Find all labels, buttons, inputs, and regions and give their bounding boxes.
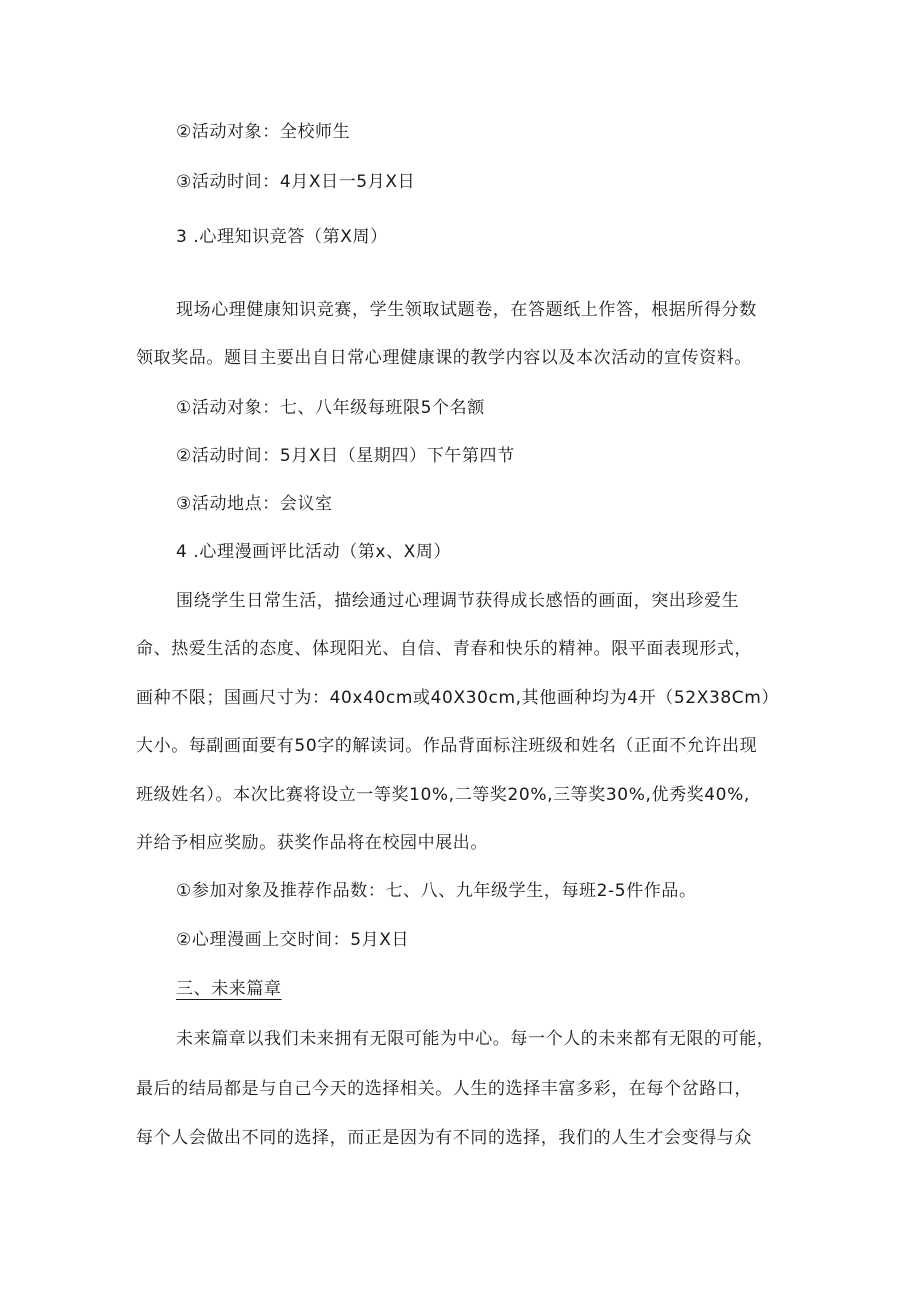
paragraph-line: 画种不限；国画尺寸为：40x40cm或40X30cm,其他画种均为4开（52X38Cm） xyxy=(136,688,780,708)
paragraph-line: 大小。每副画面要有50字的解读词。作品背面标注班级和姓名（正面不允许出现 xyxy=(136,736,758,756)
quiz-target-line: ①活动对象：七、八年级每班限5个名额 xyxy=(176,398,485,418)
quiz-time-line: ②活动时间：5月X日（星期四）下午第四节 xyxy=(176,446,515,466)
paragraph-line: 围绕学生日常生活，描绘通过心理调节获得成长感悟的画面，突出珍爱生 xyxy=(176,591,740,611)
paragraph-line: 每个人会做出不同的选择，而正是因为有不同的选择，我们的人生才会变得与众 xyxy=(136,1128,752,1148)
paragraph-line: 现场心理健康知识竞赛，学生领取试题卷，在答题纸上作答，根据所得分数 xyxy=(176,300,757,320)
paragraph-line: 班级姓名）。本次比赛将设立一等奖10%,二等奖20%,三等奖30%,优秀奖40%, xyxy=(136,785,750,805)
activity-target-line: ②活动对象：全校师生 xyxy=(176,122,351,142)
quiz-location-line: ③活动地点：会议室 xyxy=(176,494,333,514)
section-heading-knowledge-quiz: 3 .心理知识竞答（第X周） xyxy=(176,227,388,247)
chapter-heading-future: 三、未来篇章 xyxy=(176,979,282,999)
paragraph-line: 最后的结局都是与自己今天的选择相关。人生的选择丰富多彩，在每个岔路口， xyxy=(136,1079,752,1099)
comic-participants-line: ①参加对象及推荐作品数：七、八、九年级学生，每班2-5件作品。 xyxy=(176,881,697,901)
paragraph-line: 并给予相应奖励。获奖作品将在校园中展出。 xyxy=(136,833,488,853)
comic-deadline-line: ②心理漫画上交时间：5月X日 xyxy=(176,930,410,950)
paragraph-line: 未来篇章以我们未来拥有无限可能为中心。每一个人的未来都有无限的可能， xyxy=(176,1029,775,1049)
paragraph-line: 领取奖品。题目主要出自日常心理健康课的教学内容以及本次活动的宣传资料。 xyxy=(136,348,752,368)
activity-time-line: ③活动时间：4月X日一5月X日 xyxy=(176,172,416,192)
paragraph-line: 命、热爱生活的态度、体现阳光、自信、青春和快乐的精神。限平面表现形式， xyxy=(136,639,752,659)
section-heading-comic-contest: 4 .心理漫画评比活动（第x、X周） xyxy=(176,542,452,562)
